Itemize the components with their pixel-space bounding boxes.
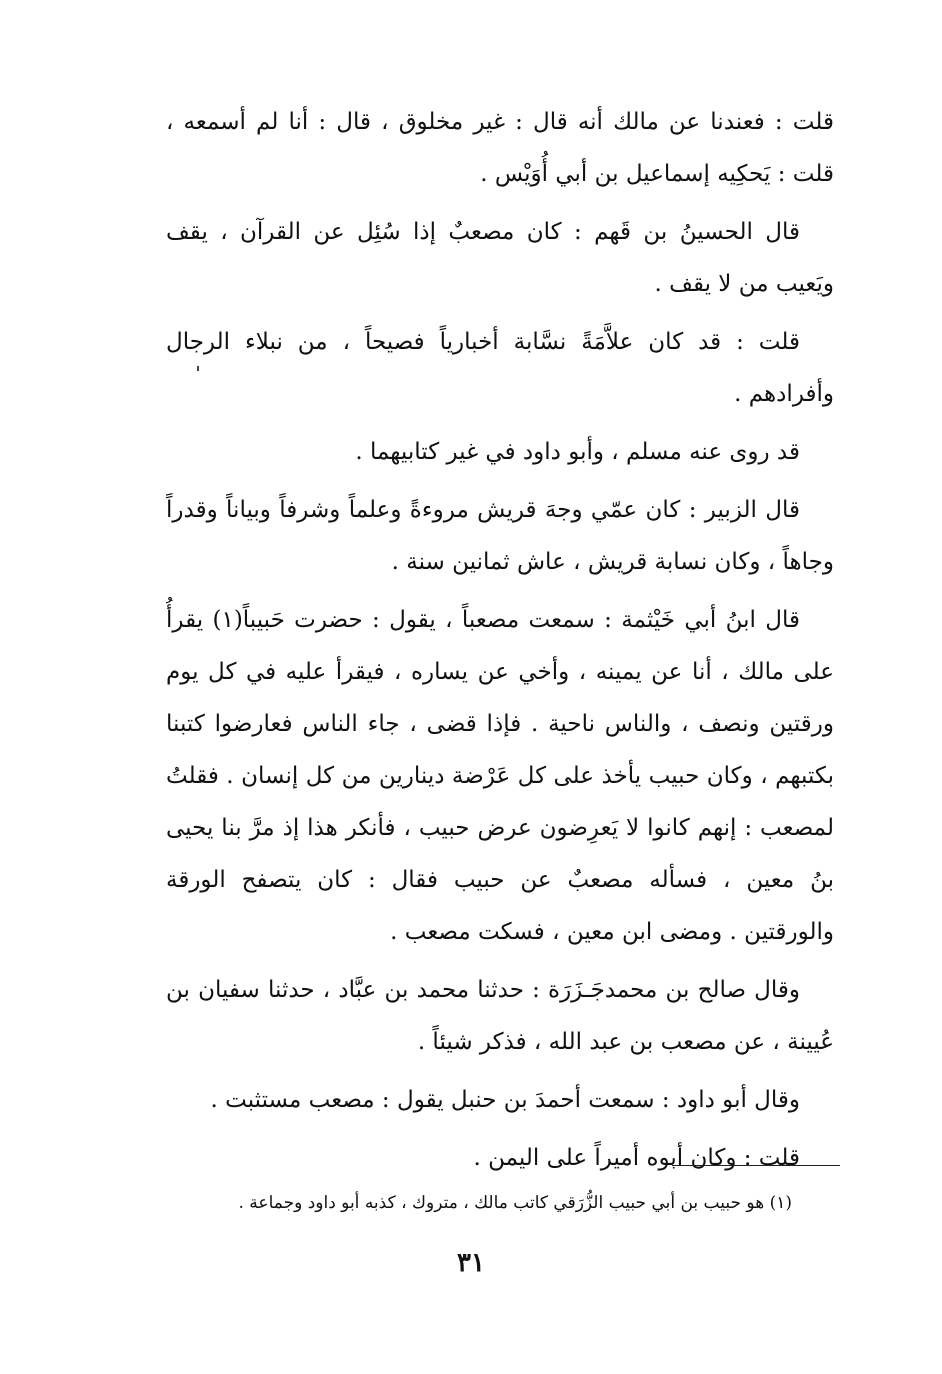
paragraph-9: قلت : وكان أبوه أميراً على اليمن . [473,1145,800,1171]
paragraph-1: قلت : فعندنا عن مالك أنه قال : غير مخلوق ، قال : أنا لم أسمعه ، قلت : يَحكِيه إسماعيل بن أبي أُوَيْس . [166,109,834,187]
print-speck [197,366,199,371]
footnote: (١) هو حبيب بن أبي حبيب الزُّرَقي كاتب مالك ، متروك ، كذبه أبو داود وجماعة . [238,1193,792,1213]
footnote-divider [672,1165,840,1166]
paragraph-5: قال الزبير : كان عمّي وجهَ قريش مروءةً وعلماً وشرفاً وبياناً وقدراً وجاهاً ، وكان نسابة قريش ، عاش ثمانين سنة . [166,497,834,575]
paragraph-7: وقال صالح بن محمدجَـزَرَة : حدثنا محمد بن عبَّاد ، حدثنا سفيان بن عُيينة ، عن مصعب بن عبد الله ، فذكر شيئاً . [166,977,834,1055]
paragraph-4: قد روى عنه مسلم ، وأبو داود في غير كتابيهما . [355,439,800,465]
paragraph-3: قلت : قد كان علاَّمَةً نسَّابة أخبارياً فصيحاً ، من نبلاء الرجال وأفرادهم . [166,329,834,407]
paragraph-6: قال ابنُ أبي خَيْثمة : سمعت مصعباً ، يقول : حضرت حَبيباً(١) يقرأُ على مالك ، أنا عن يمينه ، وأخي عن يساره ، فيقرأ عليه في كل يوم ورقتين ونصف ، والناس ناحية . فإذا قضى ، جاء الناس فعارضوا كتبنا بكتبهم ، وكان حبيب يأخذ على كل عَرْضة دينارين من كل إنسان . فقلتُ لمصعب : إنهم كانوا لا يَعرِضون عرض حبيب ، فأنكر هذا إذ مرَّ بنا يحيى بنُ معين ، فسأله مصعبٌ عن حبيب فقال : كان يتصفح الورقة والورقتين . ومضى ابن معين ، فسكت مصعب . [166,607,834,945]
paragraph-2: قال الحسينُ بن قَهم : كان مصعبٌ إذا سُئِل عن القرآن ، يقف ويَعيب من لا يقف . [166,219,834,297]
main-text [166,96,834,1190]
paragraph-8: وقال أبو داود : سمعت أحمدَ بن حنبل يقول : مصعب مستثبت . [210,1087,800,1113]
page-number: ٣١ [457,1248,485,1278]
